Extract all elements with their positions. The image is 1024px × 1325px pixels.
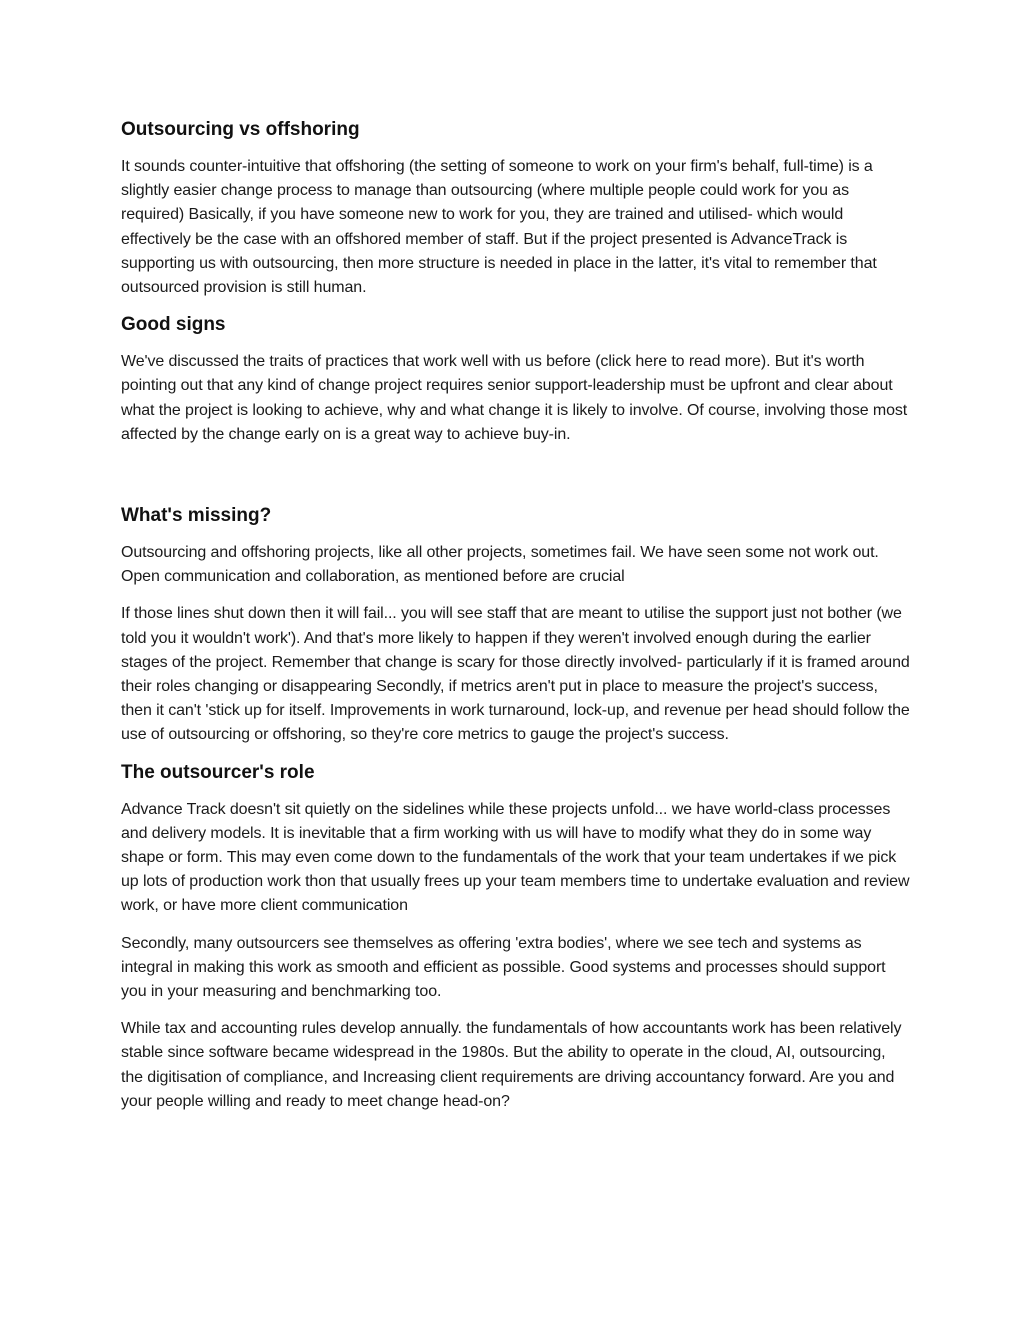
section-outsourcers-role [121,761,911,1114]
paragraph: It sounds counter-intuitive that offshoring (the setting of someone to work on your firm's behalf, full-time) is a slightly easier change process to manage than outsourcing (where multiple people could work for you as required) Basically, if you have someone new to work for you, they are trained and utilised- which would effectively be the case with an offshored member of staff. But if the project presented is AdvanceTrack is supporting us with outsourcing, then more structure is needed in place in the latter, it's vital to remember that outsourced provision is still human. [121,158,877,297]
paragraph: Outsourcing and offshoring projects, like all other projects, sometimes fail. We have seen some not work out. Open communication and collaboration, as mentioned before are crucial [121,544,879,586]
section-heading: Good signs [121,314,226,336]
spacer [121,460,911,504]
document-page [121,118,911,1127]
paragraph: While tax and accounting rules develop annually. the fundamentals of how accountants work has been relatively stable since software became widespread in the 1980s. But the ability to operate in the cloud, AI, outsourcing, the digitisation of compliance, and Increasing client requirements are driving accountancy forward. Are you and your people willing and ready to meet change head-on? [121,1020,902,1110]
paragraph: If those lines shut down then it will fail... you will see staff that are meant to utilise the support just not bother (we told you it wouldn't work'). And that's more likely to happen if they weren't involved enough during the earlier stages of the project. Remember that change is scary for those directly involved- particularly if it is framed around their roles changing or disappearing Secondly, if metrics aren't put in place to measure the project's success, then it can't 'stick up for itself. Improvements in work turnaround, lock-up, and revenue per head should follow the use of outsourcing or offshoring, so they're core metrics to gauge the project's success. [121,605,910,744]
section-heading: The outsourcer's role [121,761,315,783]
section-heading: What's missing? [121,505,272,527]
section-heading: Outsourcing vs offshoring [121,119,360,140]
paragraph: Advance Track doesn't sit quietly on the sidelines while these projects unfold... we have world-class processes and delivery models. It is inevitable that a firm working with us will have to modify what they do in some way shape or form. This may even come down to the fundamentals of the work that your team undertakes if we pick up lots of production work thon that usually frees up your team members time to undertake evaluation and review work, or have more client communication [121,800,910,915]
paragraph: Secondly, many outsourcers see themselves as offering 'extra bodies', where we see tech and systems as integral in making this work as smooth and efficient as possible. Good systems and processes should support you in your measuring and benchmarking too. [121,934,886,1001]
section-good-signs [121,313,911,447]
section-outsourcing-vs-offshoring [121,118,911,300]
section-whats-missing [121,504,911,748]
paragraph: We've discussed the traits of practices that work well with us before (click here to read more). But it's worth pointing out that any kind of change project requires senior support-leadership must be upfront and clear about what the project is looking to achieve, why and what change it is likely to involve. Of course, involving those most affected by the change early on is a great way to achieve buy-in. [121,353,908,443]
